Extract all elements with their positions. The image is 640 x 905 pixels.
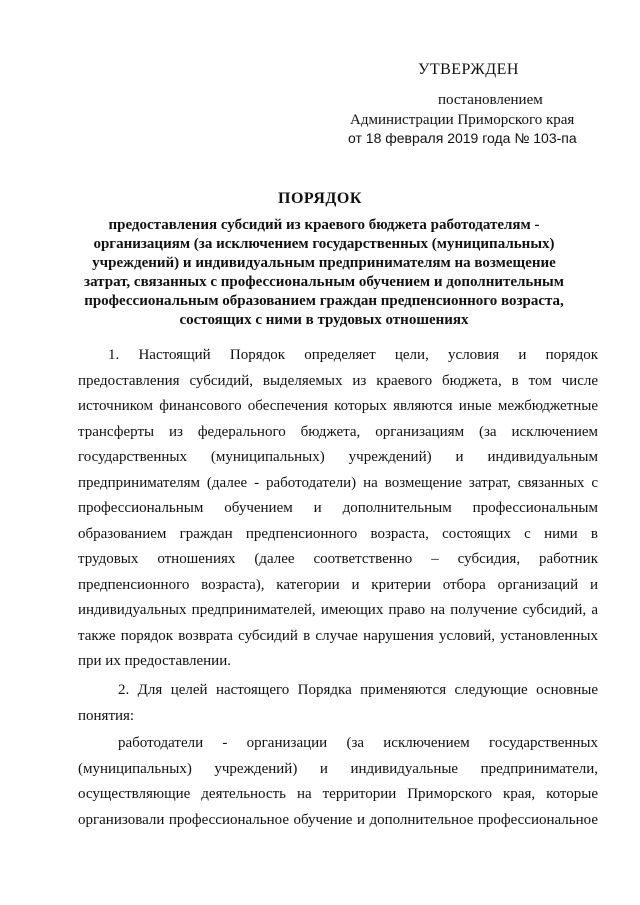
paragraph-line: (муниципальных) учреждений) и индивидуальные предприниматели,	[78, 760, 598, 777]
paragraph-line: организовали профессиональное обучение и дополнительное профессиональное	[78, 811, 598, 828]
paragraph-line: понятия:	[78, 707, 135, 724]
administration-label: Администрации Приморского края	[350, 112, 575, 128]
paragraph-line: трудовых отношениях (далее соответственно – субсидия, работник	[78, 551, 598, 567]
paragraph-line: 2. Для целей настоящего Порядка применяются следующие основные	[118, 682, 598, 698]
paragraph-1	[78, 343, 598, 675]
paragraph-line: 1. Настоящий Порядок определяет цели, условия и порядок	[108, 347, 598, 363]
paragraph-line: работодатели - организации (за исключением государственных	[118, 735, 598, 751]
paragraph-line: также порядок возврата субсидий в случае нарушения условий, установленных	[78, 627, 598, 644]
subtitle-line: организациям (за исключением государственных (муниципальных)	[93, 236, 555, 252]
paragraph-2	[78, 678, 598, 729]
subtitle-line: учреждений) и индивидуальным предпринимателям на возмещение	[92, 255, 556, 271]
paragraph-line: источником финансового обеспечения которых являются иные межбюджетные	[78, 398, 598, 414]
document-title: ПОРЯДОК	[278, 190, 362, 207]
paragraph-line: образованием граждан предпенсионного возраста, состоящих с ними в	[78, 525, 598, 542]
approved-label: УТВЕРЖДЕН	[418, 61, 519, 78]
paragraph-line: государственных (муниципальных) учреждений) и индивидуальным	[78, 449, 598, 465]
document-subtitle	[80, 216, 568, 330]
paragraph-line: предпенсионного возраста), категории и критерии отбора организаций и	[78, 576, 598, 593]
subtitle-line: профессиональным образованием граждан предпенсионного возраста,	[84, 293, 564, 309]
paragraph-line: профессиональным обучением и дополнительным профессиональным	[78, 500, 598, 516]
subtitle-line: состоящих с ними в трудовых отношениях	[179, 312, 469, 328]
decree-label: постановлением	[438, 92, 543, 108]
paragraph-line: предпринимателям (далее - работодатели) на возмещение затрат, связанных с	[78, 474, 598, 491]
paragraph-3	[78, 731, 598, 833]
subtitle-line: предоставления субсидий из краевого бюджета работодателям -	[108, 217, 540, 233]
paragraph-line: индивидуальных предпринимателей, имеющих право на получение субсидий, а	[78, 602, 598, 618]
paragraph-line: трансферты из федерального бюджета, организациям (за исключением	[78, 423, 598, 440]
decree-date-number: от 18 февраля 2019 года № 103-па	[348, 130, 577, 146]
paragraph-line: осуществляющие деятельность на территории Приморского края, которые	[78, 786, 598, 802]
paragraph-line: предоставления субсидий, выделяемых из краевого бюджета, в том числе	[78, 372, 598, 389]
subtitle-line: затрат, связанных с профессиональным обучением и дополнительным	[84, 274, 564, 290]
paragraph-line: при их предоставлении.	[78, 653, 231, 669]
